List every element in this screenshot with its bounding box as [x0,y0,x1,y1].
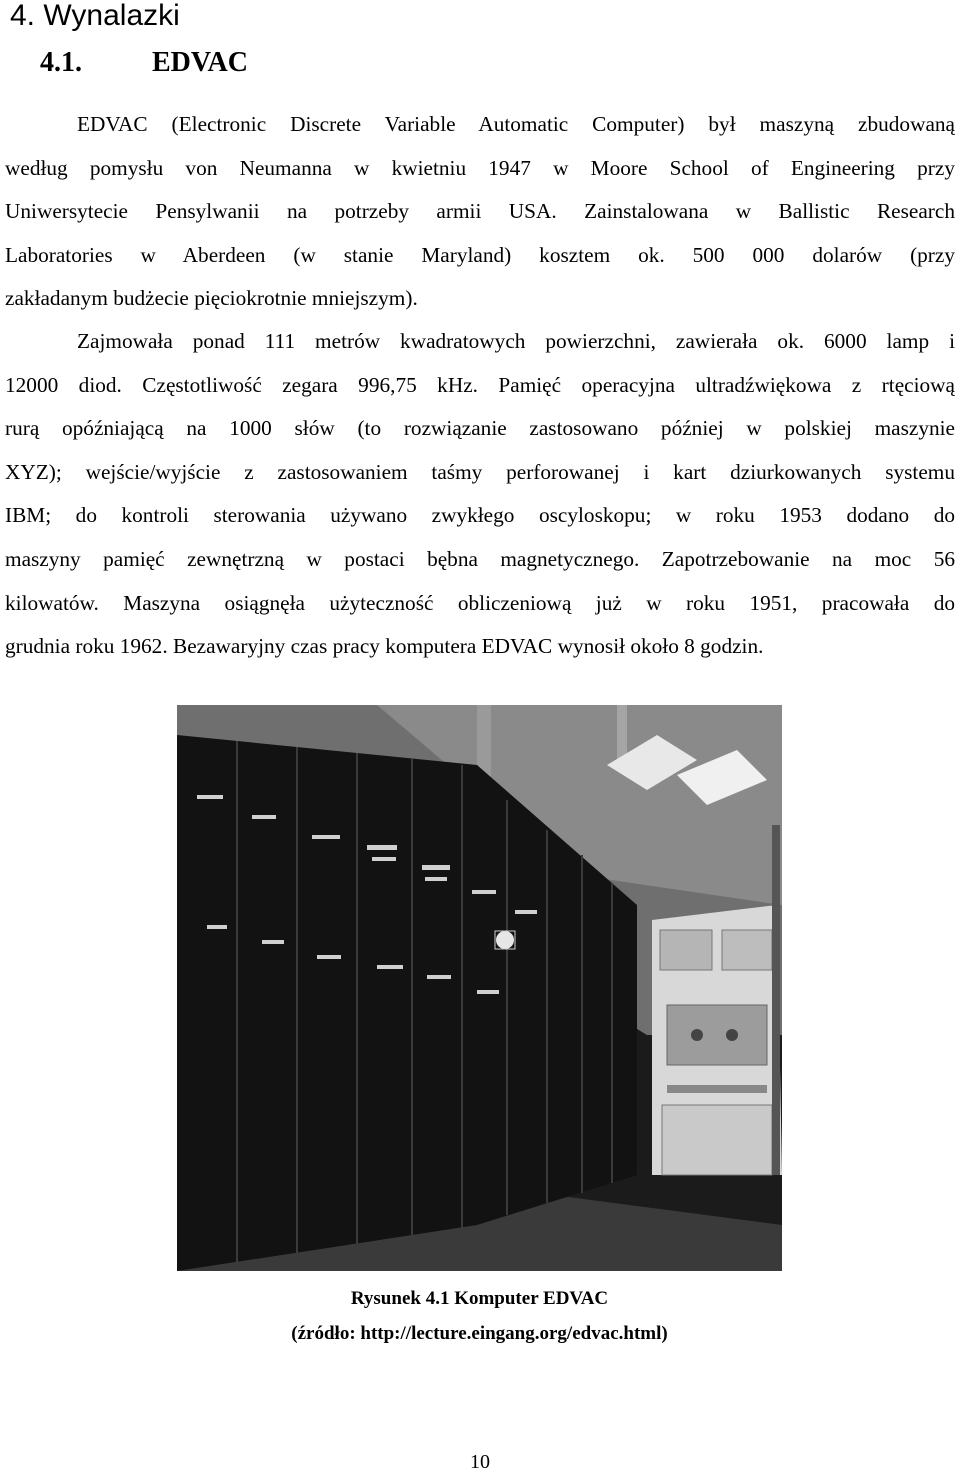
paragraph-line: według pomysłu von Neumanna w kwietniu 1947 w Moore School of Engineering przy [5,155,955,180]
paragraph-line: Zajmowała ponad 111 metrów kwadratowych powierzchni, zawierała ok. 6000 lamp i [77,329,955,353]
figure-caption-source: (źródło: http://lecture.eingang.org/edvac.html) [291,1323,668,1344]
paragraph-line: rurą opóźniającą na 1000 słów (to rozwiązanie zastosowano później w polskiej maszynie [5,416,955,441]
chapter-heading: 4. Wynalazki [10,0,180,32]
paragraph-line: XYZ); wejście/wyjście z zastosowaniem taśmy perforowanej i kart dziurkowanych systemu [5,459,955,484]
paragraph-line: maszyny pamięć zewnętrzną w postaci bębna magnetycznego. Zapotrzebowanie na moc 56 [5,546,955,571]
paragraph-intro [5,103,955,321]
paragraph-line: IBM; do kontroli sterowania używano zwykłego oscyloskopu; w roku 1953 dodano do [5,503,955,528]
page-number: 10 [470,1451,490,1473]
paragraph-line: Uniwersytecie Pensylwanii na potrzeby armii USA. Zainstalowana w Ballistic Research [5,199,955,224]
section-heading [40,47,248,79]
paragraph-line: zakładanym budżecie pięciokrotnie mniejszym). [5,286,418,311]
section-title: EDVAC [152,47,248,78]
paragraph-line: kilowatów. Maszyna osiągnęła użyteczność obliczeniową już w roku 1951, pracowała do [5,590,955,615]
edvac-photo [177,705,782,1271]
paragraph-line: EDVAC (Electronic Discrete Variable Automatic Computer) był maszyną zbudowaną [77,112,955,136]
paragraph-line: 12000 diod. Częstotliwość zegara 996,75 kHz. Pamięć operacyjna ultradźwiękowa z rtęciową [5,372,955,397]
paragraph-line: grudnia roku 1962. Bezawaryjny czas pracy komputera EDVAC wynosił około 8 godzin. [5,634,764,659]
figure-caption-title: Rysunek 4.1 Komputer EDVAC [350,1288,609,1309]
paragraph-line: Laboratories w Aberdeen (w stanie Maryland) kosztem ok. 500 000 dolarów (przy [5,242,955,267]
section-number: 4.1. [40,47,82,78]
paragraph-specs [5,320,955,669]
